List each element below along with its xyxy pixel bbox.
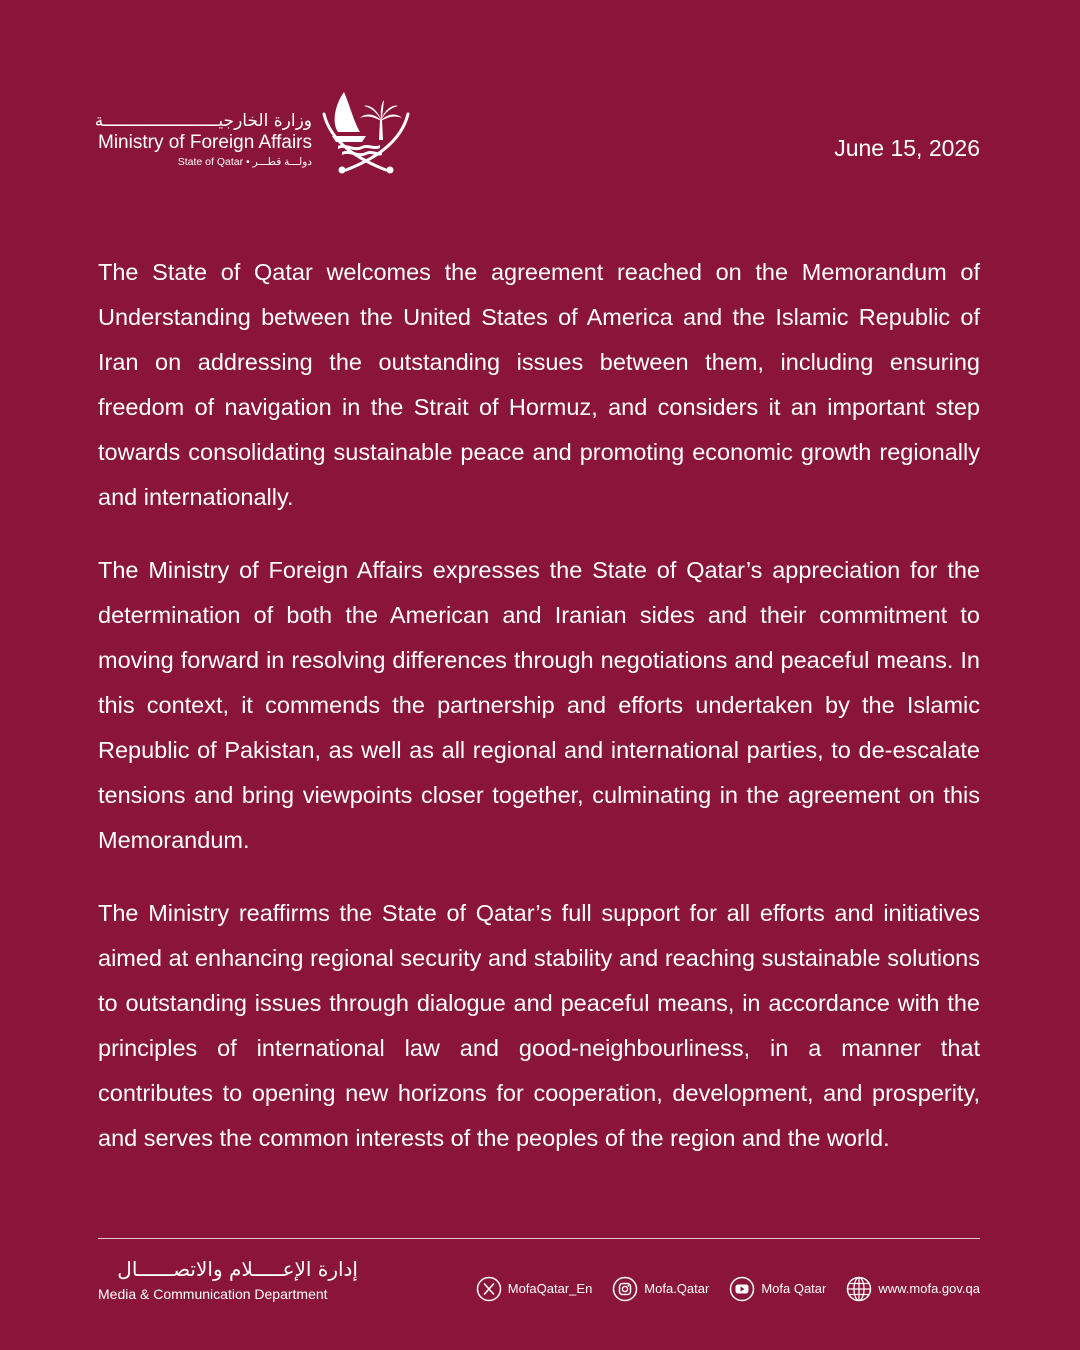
department-logo xyxy=(98,1254,358,1304)
ministry-logo-text xyxy=(94,110,313,170)
footer-divider xyxy=(98,1238,980,1239)
social-label-instagram: Mofa.Qatar xyxy=(644,1281,710,1296)
social-link-youtube[interactable] xyxy=(729,1276,826,1302)
instagram-icon xyxy=(612,1276,638,1302)
logo-english-name: Ministry of Foreign Affairs xyxy=(98,132,313,153)
social-link-instagram[interactable] xyxy=(612,1276,709,1302)
youtube-icon xyxy=(729,1276,755,1302)
department-arabic-name: إدارة الإعـــــلام والاتصــــــال xyxy=(117,1257,358,1281)
social-label-x: MofaQatar_En xyxy=(507,1281,593,1296)
qatar-emblem-icon xyxy=(320,82,412,178)
x-icon xyxy=(476,1276,502,1302)
paragraph-1: The State of Qatar welcomes the agreement reached on the Memorandum of Understanding between the United States of America and the Islamic Republic of Iran on addressing the outstanding issues between them, including ensuring freedom of navigation in the Strait of Hormuz, and considers it an important step towards consolidating sustainable peace and promoting economic growth regionally and internationally. xyxy=(98,259,980,510)
statement-date: June 15, 2026 xyxy=(834,135,980,161)
paragraph-2: The Ministry of Foreign Affairs expresses the State of Qatar’s appreciation for the determination of both the American and Iranian sides and their commitment to moving forward in resolving differences through negotiations and peaceful means. In this context, it commends the partnership and efforts undertaken by the Islamic Republic of Pakistan, as well as all regional and international parties, to de-escalate tensions and bring viewpoints closer together, culminating in the agreement on this Memorandum. xyxy=(98,557,980,853)
social-links xyxy=(476,1276,980,1302)
department-english-name: Media & Communication Department xyxy=(98,1286,328,1302)
social-link-website[interactable] xyxy=(846,1276,980,1302)
logo-arabic-name: وزارة الخارجيـــــــــــــــــــــــة xyxy=(94,111,312,131)
social-link-x[interactable] xyxy=(476,1276,593,1302)
paragraph-3: The Ministry reaffirms the State of Qatar’s full support for all efforts and initiatives aimed at enhancing regional security and stability and reaching sustainable solutions to outstanding issues through dialogue and peaceful means, in accordance with the principles of international law and good-neighbourliness, in a manner that contributes to opening new horizons for cooperation, development, and prosperity, and serves the common interests of the peoples of the region and the world. xyxy=(98,900,980,1151)
social-label-youtube: Mofa Qatar xyxy=(761,1281,827,1296)
header xyxy=(94,80,980,180)
logo-subtitle: State of Qatar • دولـــة قطـــر xyxy=(177,156,312,168)
statement-body xyxy=(98,250,980,1189)
globe-icon xyxy=(846,1276,872,1302)
social-label-website: www.mofa.gov.qa xyxy=(878,1281,980,1296)
